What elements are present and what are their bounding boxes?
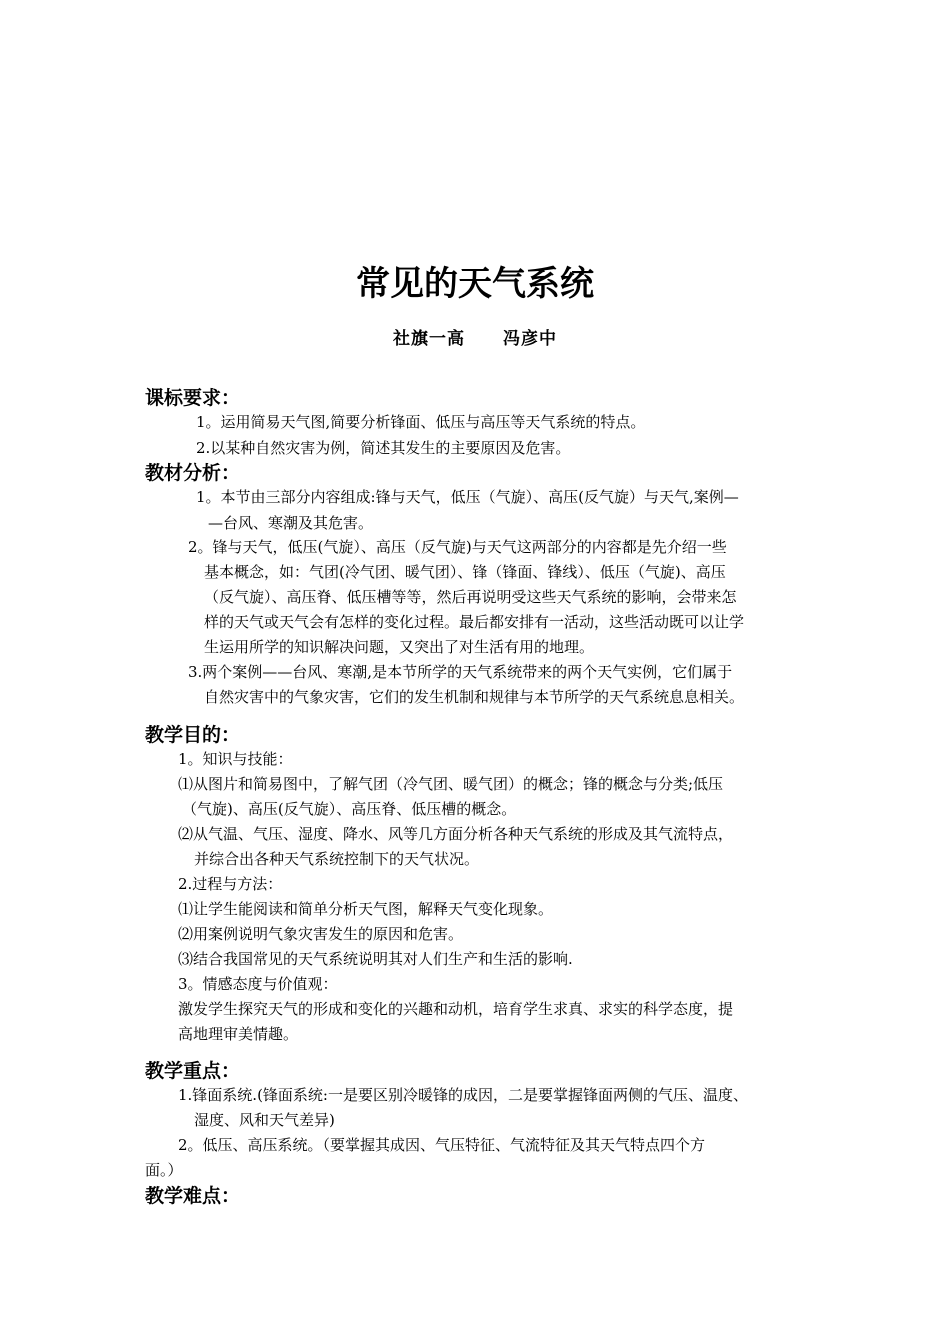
curriculum-line: 1。运用简易天气图,简要分析锋面、低压与高压等天气系统的特点。 (196, 413, 646, 431)
key-points-line: 2。低压、高压系统。（要掌握其成因、气压特征、气流特征及其天气特点四个方 (178, 1136, 706, 1154)
section-heading-difficulties: 教学难点： (145, 1185, 241, 1207)
analysis-line: 基本概念，如：气团(冷气团、暖气团）、锋（锋面、锋线）、低压（气旋)、高压 (204, 563, 726, 581)
document-title: 常见的天气系统 (356, 264, 594, 304)
objectives-line: ⑵用案例说明气象灾害发生的原因和危害。 (178, 925, 464, 943)
objectives-line: 高地理审美情趣。 (178, 1025, 299, 1043)
objectives-line: ⑵从气温、气压、湿度、降水、风等几方面分析各种天气系统的形成及其气流特点， (178, 825, 734, 843)
key-points-line: 1.锋面系统.(锋面系统:一是要区别冷暖锋的成因，二是要掌握锋面两侧的气压、温度、 (178, 1086, 748, 1104)
analysis-line: 2。锋与天气，低压(气旋）、高压（反气旋)与天气这两部分的内容都是先介绍一些 (188, 538, 727, 556)
objectives-line: 3。情感态度与价值观： (178, 975, 338, 993)
key-points-line: 面。） (145, 1161, 183, 1179)
key-points-line: 湿度、风和天气差异) (194, 1111, 335, 1129)
objectives-line: ⑴从图片和简易图中，了解气团（冷气团、暖气团）的概念；锋的概念与分类;低压 (178, 775, 724, 793)
section-heading-analysis: 教材分析： (145, 462, 241, 484)
analysis-line: —台风、寒潮及其危害。 (208, 514, 374, 532)
analysis-line: 3.两个案例——台风、寒潮,是本节所学的天气系统带来的两个天气实例，它们属于 (188, 663, 733, 681)
analysis-line: 自然灾害中的气象灾害，它们的发生机制和规律与本节所学的天气系统息息相关。 (204, 688, 745, 706)
objectives-line: （气旋)、高压(反气旋）、高压脊、低压槽的概念。 (182, 800, 517, 818)
section-heading-key-points: 教学重点： (145, 1060, 241, 1082)
section-heading-objectives: 教学目的： (145, 724, 241, 746)
analysis-line: 1。本节由三部分内容组成:锋与天气，低压（气旋）、高压(反气旋）与天气,案例— (196, 488, 739, 506)
curriculum-line: 2.以某种自然灾害为例，简述其发生的主要原因及危害。 (196, 439, 571, 457)
author-line (0, 328, 950, 350)
author-school: 社旗一高 (393, 329, 465, 349)
objectives-line: 激发学生探究天气的形成和变化的兴趣和动机，培育学生求真、求实的科学态度，提 (178, 1000, 734, 1018)
analysis-line: 样的天气或天气会有怎样的变化过程。最后都安排有一活动，这些活动既可以让学 (204, 613, 745, 631)
objectives-line: 2.过程与方法： (178, 875, 283, 893)
objectives-line: ⑴让学生能阅读和简单分析天气图，解释天气变化现象。 (178, 900, 554, 918)
analysis-line: （反气旋）、高压脊、低压槽等等，然后再说明受这些天气系统的影响，会带来怎 (204, 588, 737, 606)
author-name: 冯彦中 (503, 329, 557, 349)
objectives-line: ⑶结合我国常见的天气系统说明其对人们生产和生活的影响. (178, 950, 573, 968)
analysis-line: 生运用所学的知识解决问题，又突出了对生活有用的地理。 (204, 638, 595, 656)
section-heading-curriculum: 课标要求： (145, 387, 241, 409)
objectives-line: 1。知识与技能： (178, 750, 293, 768)
objectives-line: 并综合出各种天气系统控制下的天气状况。 (194, 850, 480, 868)
